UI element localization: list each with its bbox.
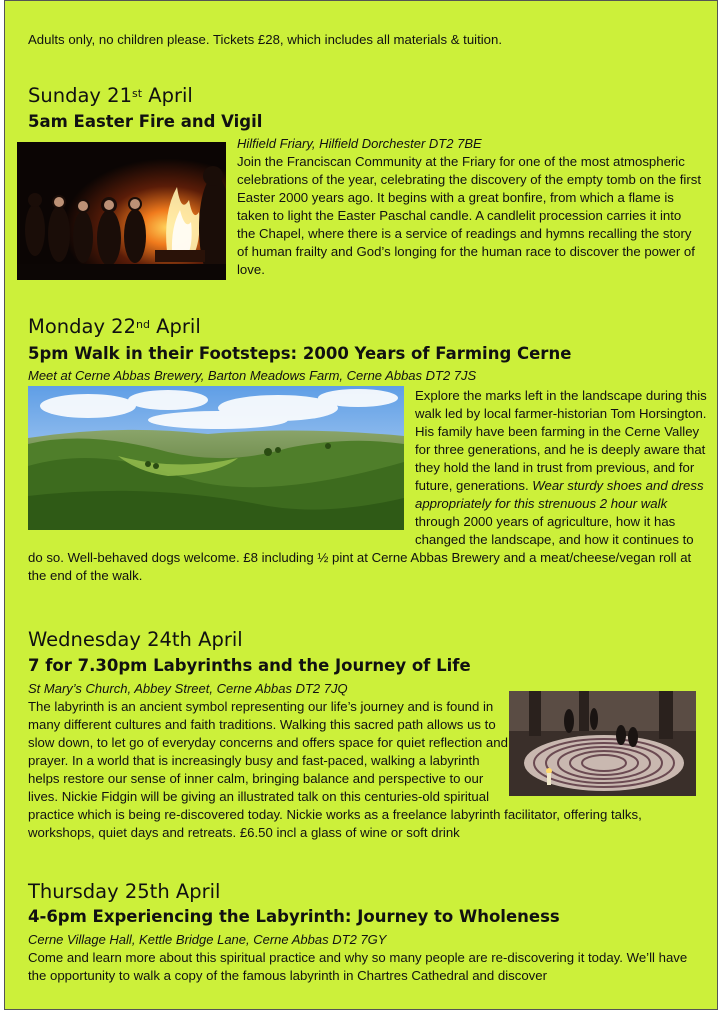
- photo-float-spacer: [28, 387, 415, 548]
- event-1-day-sup: st: [131, 87, 143, 100]
- event-1-title: 5am Easter Fire and Vigil: [28, 112, 263, 131]
- event-4-description: Come and learn more about this spiritual practice and why so many people are re-discovering it today. We’ll have the opportunity to walk a copy of the famous labyrinth in Chartres Cathedral and discover: [28, 950, 688, 983]
- event-1-description: Join the Franciscan Community at the Friary for one of the most atmospheric celebrations of the year, celebrating the discovery of the empty tomb on the first Easter 2000 years ago. It begins with a great bonfire, from which a flame is taken to light the Easter Paschal candle. A candlelit procession carries it into the Chapel, where there is a service of readings and hymns recalling the story of human frailty and God’s longing for the human race to discover the power of love.: [237, 154, 702, 277]
- easter-fire-photo: [17, 142, 226, 280]
- event-2-day: [28, 315, 201, 339]
- event-1-day-text: Sunday 21: [28, 84, 132, 107]
- event-2-day-sup: nd: [136, 318, 150, 331]
- event-2-title: 5pm Walk in their Footsteps: 2000 Years of Farming Cerne: [28, 344, 572, 363]
- event-3-location: St Mary’s Church, Abbey Street, Cerne Abbas DT2 7JQ: [28, 681, 348, 696]
- event-4-day: Thursday 25th April: [28, 880, 221, 903]
- event-2-description-end: through 2000 years of agriculture, how it has changed the landscape, and how it continues to do so. Well-behaved dogs welcome. £8 including ½ pint at Cerne Abbas Brewery and a meat/cheese/vegan roll at the end of the walk.: [28, 514, 694, 583]
- event-2-description: [28, 387, 708, 585]
- event-2-location: Meet at Cerne Abbas Brewery, Barton Meadows Farm, Cerne Abbas DT2 7JS: [28, 368, 477, 383]
- event-1-day-month: April: [142, 84, 193, 107]
- event-2-day-text: Monday 22: [28, 315, 136, 338]
- event-3-day: Wednesday 24th April: [28, 628, 243, 651]
- event-1-day: [28, 84, 193, 108]
- event-4-title: 4-6pm Experiencing the Labyrinth: Journey to Wholeness: [28, 907, 560, 926]
- event-flyer-page: [4, 0, 718, 1010]
- event-2-description-text: Explore the marks left in the landscape during this walk led by local farmer-historian Tom Horsington. His family have been farming in the Cerne Valley for three generations, and he is deeply aware that they hold the land in trust from previous, and for future, generations.: [415, 388, 707, 493]
- event-3-description: [28, 698, 708, 842]
- event-3-title: 7 for 7.30pm Labyrinths and the Journey of Life: [28, 656, 471, 675]
- event-2-day-month: April: [149, 315, 201, 338]
- intro-text: Adults only, no children please. Tickets £28, which includes all materials & tuition.: [28, 32, 503, 47]
- event-1-location: Hilfield Friary, Hilfield Dorchester DT2 7BE: [237, 136, 482, 151]
- event-3-description-text: The labyrinth is an ancient symbol representing our life’s journey and is found in many different cultures and faith traditions. Walking this sacred path allows us to slow down, to let go of everyday concerns and offers space for quiet reflection and prayer. In a world that is increasingly busy and fast-paced, walking a labyrinth helps restore our sense of inner calm, bringing balance and perspective to our lives. Nickie Fidgin will be giving an illustrated talk on this centuries-old spiritual practice which is being re-discovered today. Nickie works as a freelance labyrinth facilitator, offering talks, workshops, quiet days and retreats. £6.50 incl a glass of wine or soft drink: [28, 699, 642, 840]
- event-2-description-italic: Wear sturdy shoes and dress appropriately for this strenuous 2 hour walk: [415, 478, 704, 511]
- labyrinth-float-spacer: [512, 698, 708, 797]
- event-4-location: Cerne Village Hall, Kettle Bridge Lane, Cerne Abbas DT2 7GY: [28, 932, 387, 947]
